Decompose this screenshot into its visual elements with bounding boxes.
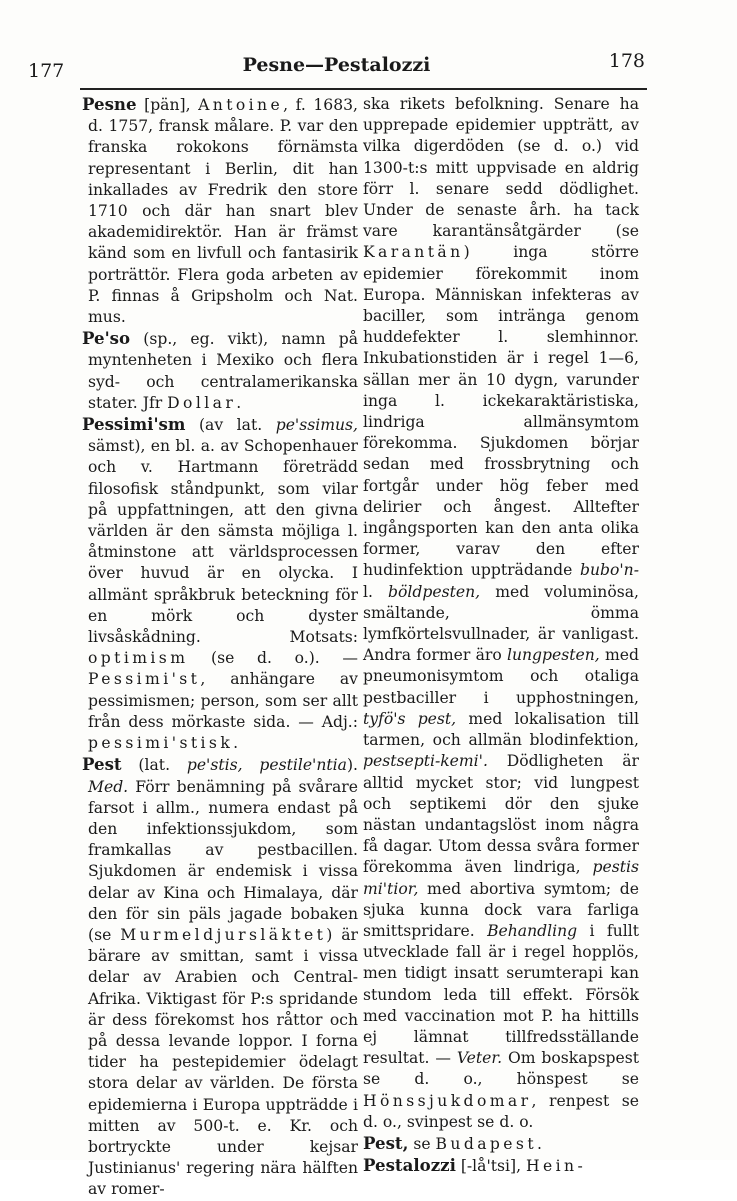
- headword: Pe'so: [82, 328, 131, 349]
- headword: Pestalozzi: [363, 1155, 456, 1176]
- column-right: [363, 94, 639, 1177]
- page-header: [28, 50, 645, 84]
- entry-pest: Pest (lat. pe'stis, pestile'ntia). Med. Förr benämning på svårare farsot i allm., numera endast på den infektionssjukdom, som framkallas av pestbacillen. Sjukdomen är endemisk i vissa delar av Kina och Himalaya, där den för sin päls jagade bobaken (se Murmeldjursläktet) är bärare av smittan, samt i vissa delar av Arabien och Central-Afrika. Viktigast för P:s spridande är dess förekomst hos råttor och på dessa levande loppor. I forna tider ha pestepidemier ödelagt stora delar av världen. De första epidemierna i Europa uppträdde i mitten av 500-t. e. Kr. och bortryckte under kejsar Justinianus' regering nära hälften av romer-: [82, 754, 358, 1199]
- entry-pesne: Pesne [pän], Antoine, f. 1683, d. 1757, fransk målare. P. var den franska rokokons förnämsta representant i Berlin, dit han inkallades av Fredrik den store 1710 och där han snart blev akademidirektör. Han är främst känd som en livfull och fantasirik porträttör. Flera goda arbeten av P. finnas å Gripsholm och Nat. mus.: [82, 94, 358, 327]
- headword: Pest: [82, 754, 122, 775]
- entry-pessimism: Pessimi'sm (av lat. pe'ssimus, sämst), en bl. a. av Schopenhauer och v. Hartmann företrädd filosofisk ståndpunkt, som vilar på uppfattningen, att den givna världen är den sämsta möjliga l. åtminstone att världsprocessen över huvud är en olycka. I allmänt språkbruk beteckning för en mörk och dyster livsåskådning. Motsats: optimism (se d. o.). — Pessimi'st, anhängare av pessimismen; person, som ser allt från dess mörkaste sida. — Adj.: pessimi'stisk.: [82, 414, 358, 753]
- headword: Pest,: [363, 1132, 409, 1153]
- headword: Pesne: [82, 94, 137, 114]
- entry-pest-budapest: Pest, se Budapest.: [363, 1132, 542, 1153]
- running-head: Pesne—Pestalozzi: [242, 54, 431, 76]
- header-rule: [80, 88, 647, 90]
- page-number-left: 177: [28, 60, 65, 82]
- column-left: [82, 94, 358, 1201]
- page-number-right: 178: [608, 50, 645, 72]
- entry-pestalozzi: Pestalozzi [-lå'tsi], Hein-: [363, 1155, 587, 1176]
- entry-peso: Pe'so (sp., eg. vikt), namn på myntenheten i Mexiko och flera syd- och centralamerikanska stater. Jfr Dollar.: [82, 328, 358, 412]
- headword: Pessimi'sm: [82, 414, 186, 435]
- entry-pest-continued: ska rikets befolkning. Senare ha upprepade epidemier uppträtt, av vilka digerdöden (se d. o.) vid 1300-t:s mitt uppvisade en aldrig förr l. senare sedd dödlighet. Under de senaste årh. ha tack vare karantänsåtgärder (se Karantän) inga större epidemier förekommit inom Europa. Människan infekteras av baciller, som intränga genom huddefekter l. slemhinnor. Inkubationstiden är i regel 1—6, sällan mer än 10 dygn, varunder inga l. ickekaraktäristiska, lindriga allmänsymtom förekomma. Sjukdomen börjar sedan med frossbrytning och fortgår under hög feber med delirier och ångest. Alltefter ingångsporten kan den anta olika former, varav den efter hudinfektion uppträdande bubo'n- l. böldpesten, med voluminösa, smältande, ömma lymfkörtelsvullnader, är vanligast. Andra former äro lungpesten, med pneumonisymtom och otaliga pestbaciller i upphostningen, tyfö's pest, med lokalisation till tarmen, och allmän blodinfektion, pestsepti-kemi'. Dödligheten är alltid mycket stor; vid lungpest och septikemi dör den sjuke nästan undantagslöst inom några få dagar. Utom dessa svåra former förekomma även lindriga, pestis mi'tior, med abortiva symtom; de sjuka kunna dock vara farliga smittspridare. Behandling i fullt utvecklade fall är i regel hopplös, men tidigt insatt serumterapi kan stundom leda till effekt. Försök med vaccination mot P. ha hittills ej lämnat tillfredsställande resultat. — Veter. Om boskapspest se d. o., hönspest se Hönssjukdomar, renpest se d. o., svinpest se d. o.: [363, 95, 639, 1131]
